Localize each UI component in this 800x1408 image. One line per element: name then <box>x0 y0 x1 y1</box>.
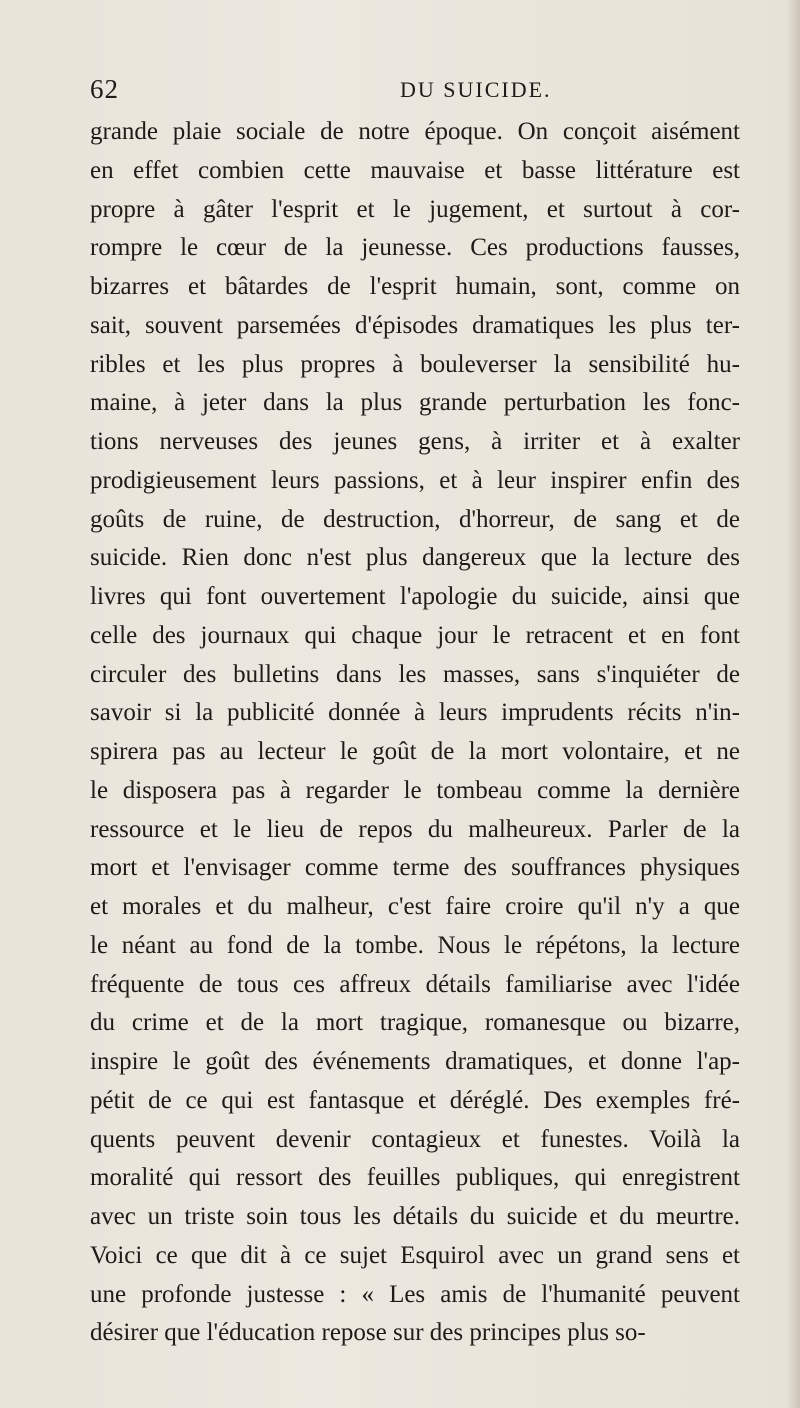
text-line: spirera pas au lecteur le goût de la mort volontaire, et ne <box>90 738 740 765</box>
text-line: fréquente de tous ces affreux détails familiarise avec l'idée <box>90 970 740 998</box>
text-line: livres qui font ouvertement l'apologie du suicide, ainsi que <box>90 583 740 610</box>
page-edge-shadow <box>786 0 800 1408</box>
text-line: en effet combien cette mauvaise et basse littérature est <box>90 156 740 184</box>
text-line: suicide. Rien donc n'est plus dangereux que la lecture des <box>90 544 740 572</box>
text-line: du crime et de la mort tragique, romanesque ou bizarre, <box>90 1009 740 1037</box>
text-line: savoir si la publicité donnée à leurs imprudents récits n'in- <box>90 699 740 727</box>
text-line: grande plaie sociale de notre époque. On conçoit aisément <box>90 118 740 145</box>
text-line: rompre le cœur de la jeunesse. Ces productions fausses, <box>90 234 740 262</box>
body-text <box>90 113 740 1353</box>
text-line: désirer que l'éducation repose sur des principes plus so- <box>90 1319 646 1347</box>
text-line: maine, à jeter dans la plus grande perturbation les fonc- <box>90 389 740 417</box>
text-line: prodigieusement leurs passions, et à leur inspirer enfin des <box>90 466 740 494</box>
running-head: DU SUICIDE. <box>400 77 552 102</box>
text-line: Voici ce que dit à ce sujet Esquirol avec un grand sens et <box>90 1241 740 1269</box>
text-line: inspire le goût des événements dramatiques, et donne l'ap- <box>90 1048 740 1075</box>
text-line: le disposera pas à regarder le tombeau comme la dernière <box>90 776 740 804</box>
text-line: moralité qui ressort des feuilles publiques, qui enregistrent <box>90 1164 740 1192</box>
text-line: circuler des bulletins dans les masses, sans s'inquiéter de <box>90 660 740 688</box>
text-line: tions nerveuses des jeunes gens, à irriter et à exalter <box>90 428 740 455</box>
text-line: celle des journaux qui chaque jour le retracent et en font <box>90 621 740 649</box>
page-header <box>90 74 730 114</box>
text-line: bizarres et bâtardes de l'esprit humain, sont, comme on <box>90 273 740 300</box>
text-line: propre à gâter l'esprit et le jugement, et surtout à cor- <box>90 195 740 223</box>
text-line: le néant au fond de la tombe. Nous le répétons, la lecture <box>90 931 740 959</box>
text-line: et morales et du malheur, c'est faire croire qu'il n'y a que <box>90 893 740 920</box>
text-line: avec un triste soin tous les détails du suicide et du meurtre. <box>90 1203 740 1230</box>
text-line: ribles et les plus propres à bouleverser la sensibilité hu- <box>90 350 740 378</box>
text-line: mort et l'envisager comme terme des souffrances physiques <box>90 854 740 882</box>
text-line: goûts de ruine, de destruction, d'horreur, de sang et de <box>90 505 740 533</box>
text-line: pétit de ce qui est fantasque et déréglé. Des exemples fré- <box>90 1086 740 1114</box>
text-line: sait, souvent parsemées d'épisodes dramatiques les plus ter- <box>90 311 740 339</box>
text-line: quents peuvent devenir contagieux et funestes. Voilà la <box>90 1125 740 1153</box>
text-line: ressource et le lieu de repos du malheureux. Parler de la <box>90 815 740 843</box>
page-number: 62 <box>90 74 119 104</box>
text-line: une profonde justesse : « Les amis de l'humanité peuvent <box>90 1280 740 1308</box>
